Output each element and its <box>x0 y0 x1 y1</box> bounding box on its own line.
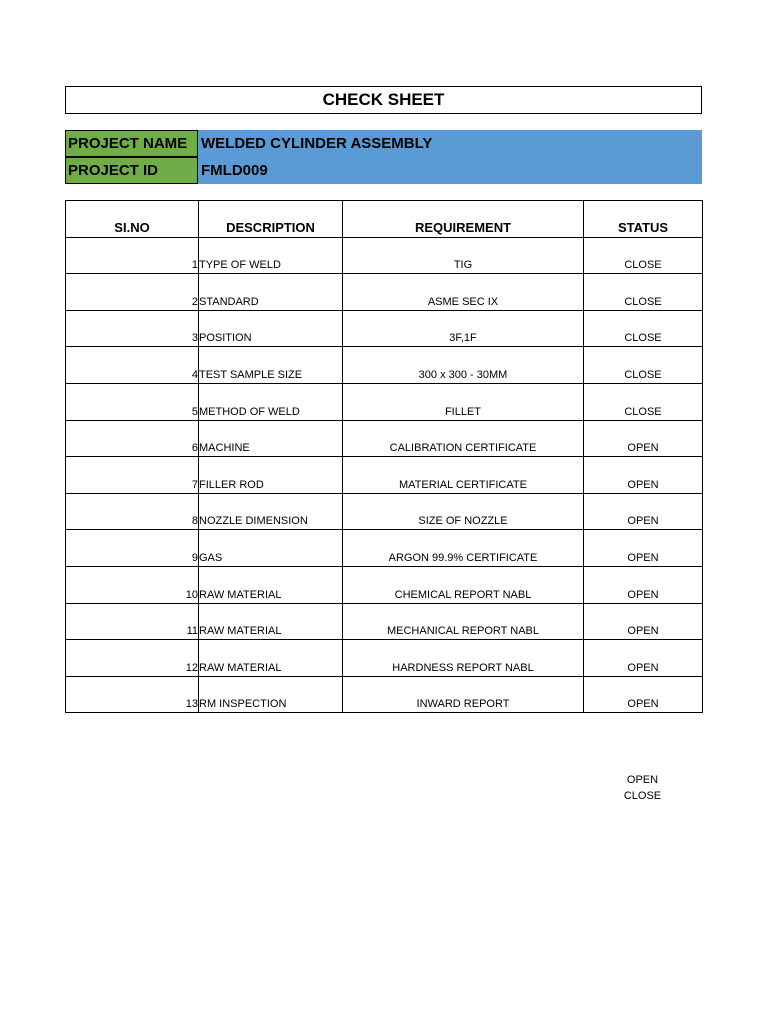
table-header-row <box>66 201 703 238</box>
row-requirement: 3F,1F <box>343 310 584 347</box>
table-row <box>66 676 703 713</box>
row-no: 12 <box>66 640 199 677</box>
row-description: TEST SAMPLE SIZE <box>199 347 343 384</box>
table-row <box>66 530 703 567</box>
row-no: 6 <box>66 420 199 457</box>
row-status: OPEN <box>584 640 703 677</box>
row-description: POSITION <box>199 310 343 347</box>
row-description: TYPE OF WELD <box>199 237 343 274</box>
status-option-open: OPEN <box>626 774 659 786</box>
row-requirement: 300 x 300 - 30MM <box>343 347 584 384</box>
row-status: OPEN <box>584 530 703 567</box>
row-requirement: MATERIAL CERTIFICATE <box>343 457 584 494</box>
row-no: 2 <box>66 274 199 311</box>
row-status: CLOSE <box>584 310 703 347</box>
row-status: CLOSE <box>584 274 703 311</box>
row-no: 8 <box>66 493 199 530</box>
header-status: STATUS <box>584 201 703 238</box>
table-row <box>66 237 703 274</box>
row-status: CLOSE <box>584 347 703 384</box>
row-description: RAW MATERIAL <box>199 603 343 640</box>
page-title: CHECK SHEET <box>65 86 702 114</box>
row-description: RAW MATERIAL <box>199 640 343 677</box>
row-requirement: TIG <box>343 237 584 274</box>
row-status: CLOSE <box>584 383 703 420</box>
status-option-close: CLOSE <box>623 790 662 802</box>
row-no: 1 <box>66 237 199 274</box>
row-description: METHOD OF WELD <box>199 383 343 420</box>
row-no: 4 <box>66 347 199 384</box>
row-description: NOZZLE DIMENSION <box>199 493 343 530</box>
table-row <box>66 347 703 384</box>
table-row <box>66 420 703 457</box>
row-no: 7 <box>66 457 199 494</box>
table-row <box>66 310 703 347</box>
row-no: 3 <box>66 310 199 347</box>
table-row <box>66 566 703 603</box>
table-row <box>66 383 703 420</box>
row-description: STANDARD <box>199 274 343 311</box>
row-status: OPEN <box>584 566 703 603</box>
row-no: 11 <box>66 603 199 640</box>
project-name-label: PROJECT NAME <box>65 130 198 157</box>
row-status: OPEN <box>584 603 703 640</box>
row-status: OPEN <box>584 420 703 457</box>
row-requirement: CALIBRATION CERTIFICATE <box>343 420 584 457</box>
row-status: CLOSE <box>584 237 703 274</box>
header-description: DESCRIPTION <box>199 201 343 238</box>
row-requirement: ASME SEC IX <box>343 274 584 311</box>
row-no: 10 <box>66 566 199 603</box>
row-description: GAS <box>199 530 343 567</box>
table-row <box>66 603 703 640</box>
row-no: 5 <box>66 383 199 420</box>
row-no: 13 <box>66 676 199 713</box>
header-si-no: SI.NO <box>66 201 199 238</box>
row-requirement: CHEMICAL REPORT NABL <box>343 566 584 603</box>
row-status: OPEN <box>584 457 703 494</box>
row-description: FILLER ROD <box>199 457 343 494</box>
row-requirement: HARDNESS REPORT NABL <box>343 640 584 677</box>
project-name-value: WELDED CYLINDER ASSEMBLY <box>198 130 702 157</box>
project-id-label: PROJECT ID <box>65 157 198 184</box>
row-status: OPEN <box>584 676 703 713</box>
row-no: 9 <box>66 530 199 567</box>
row-description: MACHINE <box>199 420 343 457</box>
row-requirement: ARGON 99.9% CERTIFICATE <box>343 530 584 567</box>
row-description: RM INSPECTION <box>199 676 343 713</box>
row-status: OPEN <box>584 493 703 530</box>
table-row <box>66 274 703 311</box>
table-row <box>66 493 703 530</box>
row-requirement: FILLET <box>343 383 584 420</box>
header-requirement: REQUIREMENT <box>343 201 584 238</box>
project-id-value: FMLD009 <box>198 157 702 184</box>
row-requirement: SIZE OF NOZZLE <box>343 493 584 530</box>
row-requirement: MECHANICAL REPORT NABL <box>343 603 584 640</box>
table-row <box>66 640 703 677</box>
check-table <box>65 200 703 713</box>
row-requirement: INWARD REPORT <box>343 676 584 713</box>
table-row <box>66 457 703 494</box>
row-description: RAW MATERIAL <box>199 566 343 603</box>
